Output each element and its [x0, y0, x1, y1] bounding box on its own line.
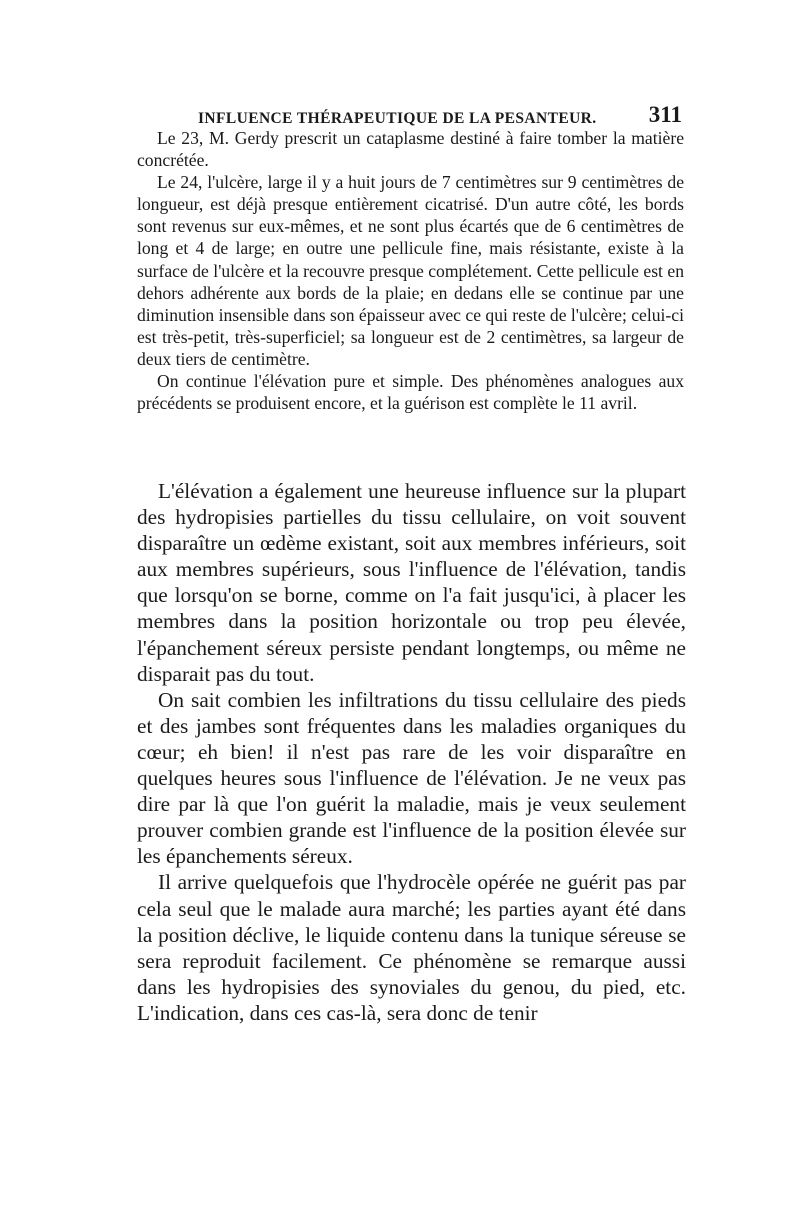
case-report-section [137, 127, 684, 414]
paragraph: Il arrive quelquefois que l'hydrocèle opérée ne guérit pas par cela seul que le malade aura marché; les parties ayant été dans la position déclive, le liquide contenu dans la tunique séreuse se sera reproduit facilement. Ce phénomène se remarque aussi dans les hydropisies des synoviales du genou, du pied, etc. L'indication, dans ces cas-là, sera donc de tenir [137, 870, 686, 1025]
paragraph: On continue l'élévation pure et simple. Des phénomènes analogues aux précédents se produisent encore, et la guérison est complète le 11 avril. [137, 371, 684, 414]
paragraph: Le 23, M. Gerdy prescrit un cataplasme destiné à faire tomber la matière concrétée. [137, 128, 684, 171]
page-number: 311 [648, 102, 682, 127]
page-header [198, 92, 682, 126]
paragraph: On sait combien les infiltrations du tissu cellulaire des pieds et des jambes sont fréquentes dans les maladies organiques du cœur; eh bien! il n'est pas rare de les voir disparaître en quelques heures sous l'influence de l'élévation. Je ne veux pas dire par là que l'on guérit la maladie, mais je veux seulement prouver combien grande est l'influence de la position élevée sur les épanchements séreux. [137, 687, 686, 869]
running-title: INFLUENCE THÉRAPEUTIQUE DE LA PESANTEUR. [198, 109, 597, 127]
paragraph: Le 24, l'ulcère, large il y a huit jours de 7 centimètres sur 9 centimètres de longueur, est déjà presque entièrement cicatrisé. D'un autre côté, les bords sont revenus sur eux-mêmes, et ne sont plus écartés que de 6 centimètres de long et 4 de large; en outre une pellicule fine, mais résistante, existe à la surface de l'ulcère et la recouvre presque complétement. Cette pellicule est en dehors adhérente aux bords de la plaie; en dedans elle se continue par une diminution insensible dans son épaisseur avec ce qui reste de l'ulcère; celui-ci est très-petit, très-superficiel; sa longueur est de 2 centimètres, sa largeur de deux tiers de centimètre. [137, 172, 684, 369]
paragraph: L'élévation a également une heureuse influence sur la plupart des hydropisies partielles du tissu cellulaire, on voit souvent disparaître un œdème existant, soit aux membres inférieurs, soit aux membres supérieurs, sous l'influence de l'élévation, tandis que lorsqu'on se borne, comme on l'a fait jusqu'ici, à placer les membres dans la position horizontale ou trop peu élevée, l'épanchement séreux persiste pendant longtemps, ou même ne disparait pas du tout. [137, 479, 686, 686]
main-text-section [137, 478, 686, 1026]
